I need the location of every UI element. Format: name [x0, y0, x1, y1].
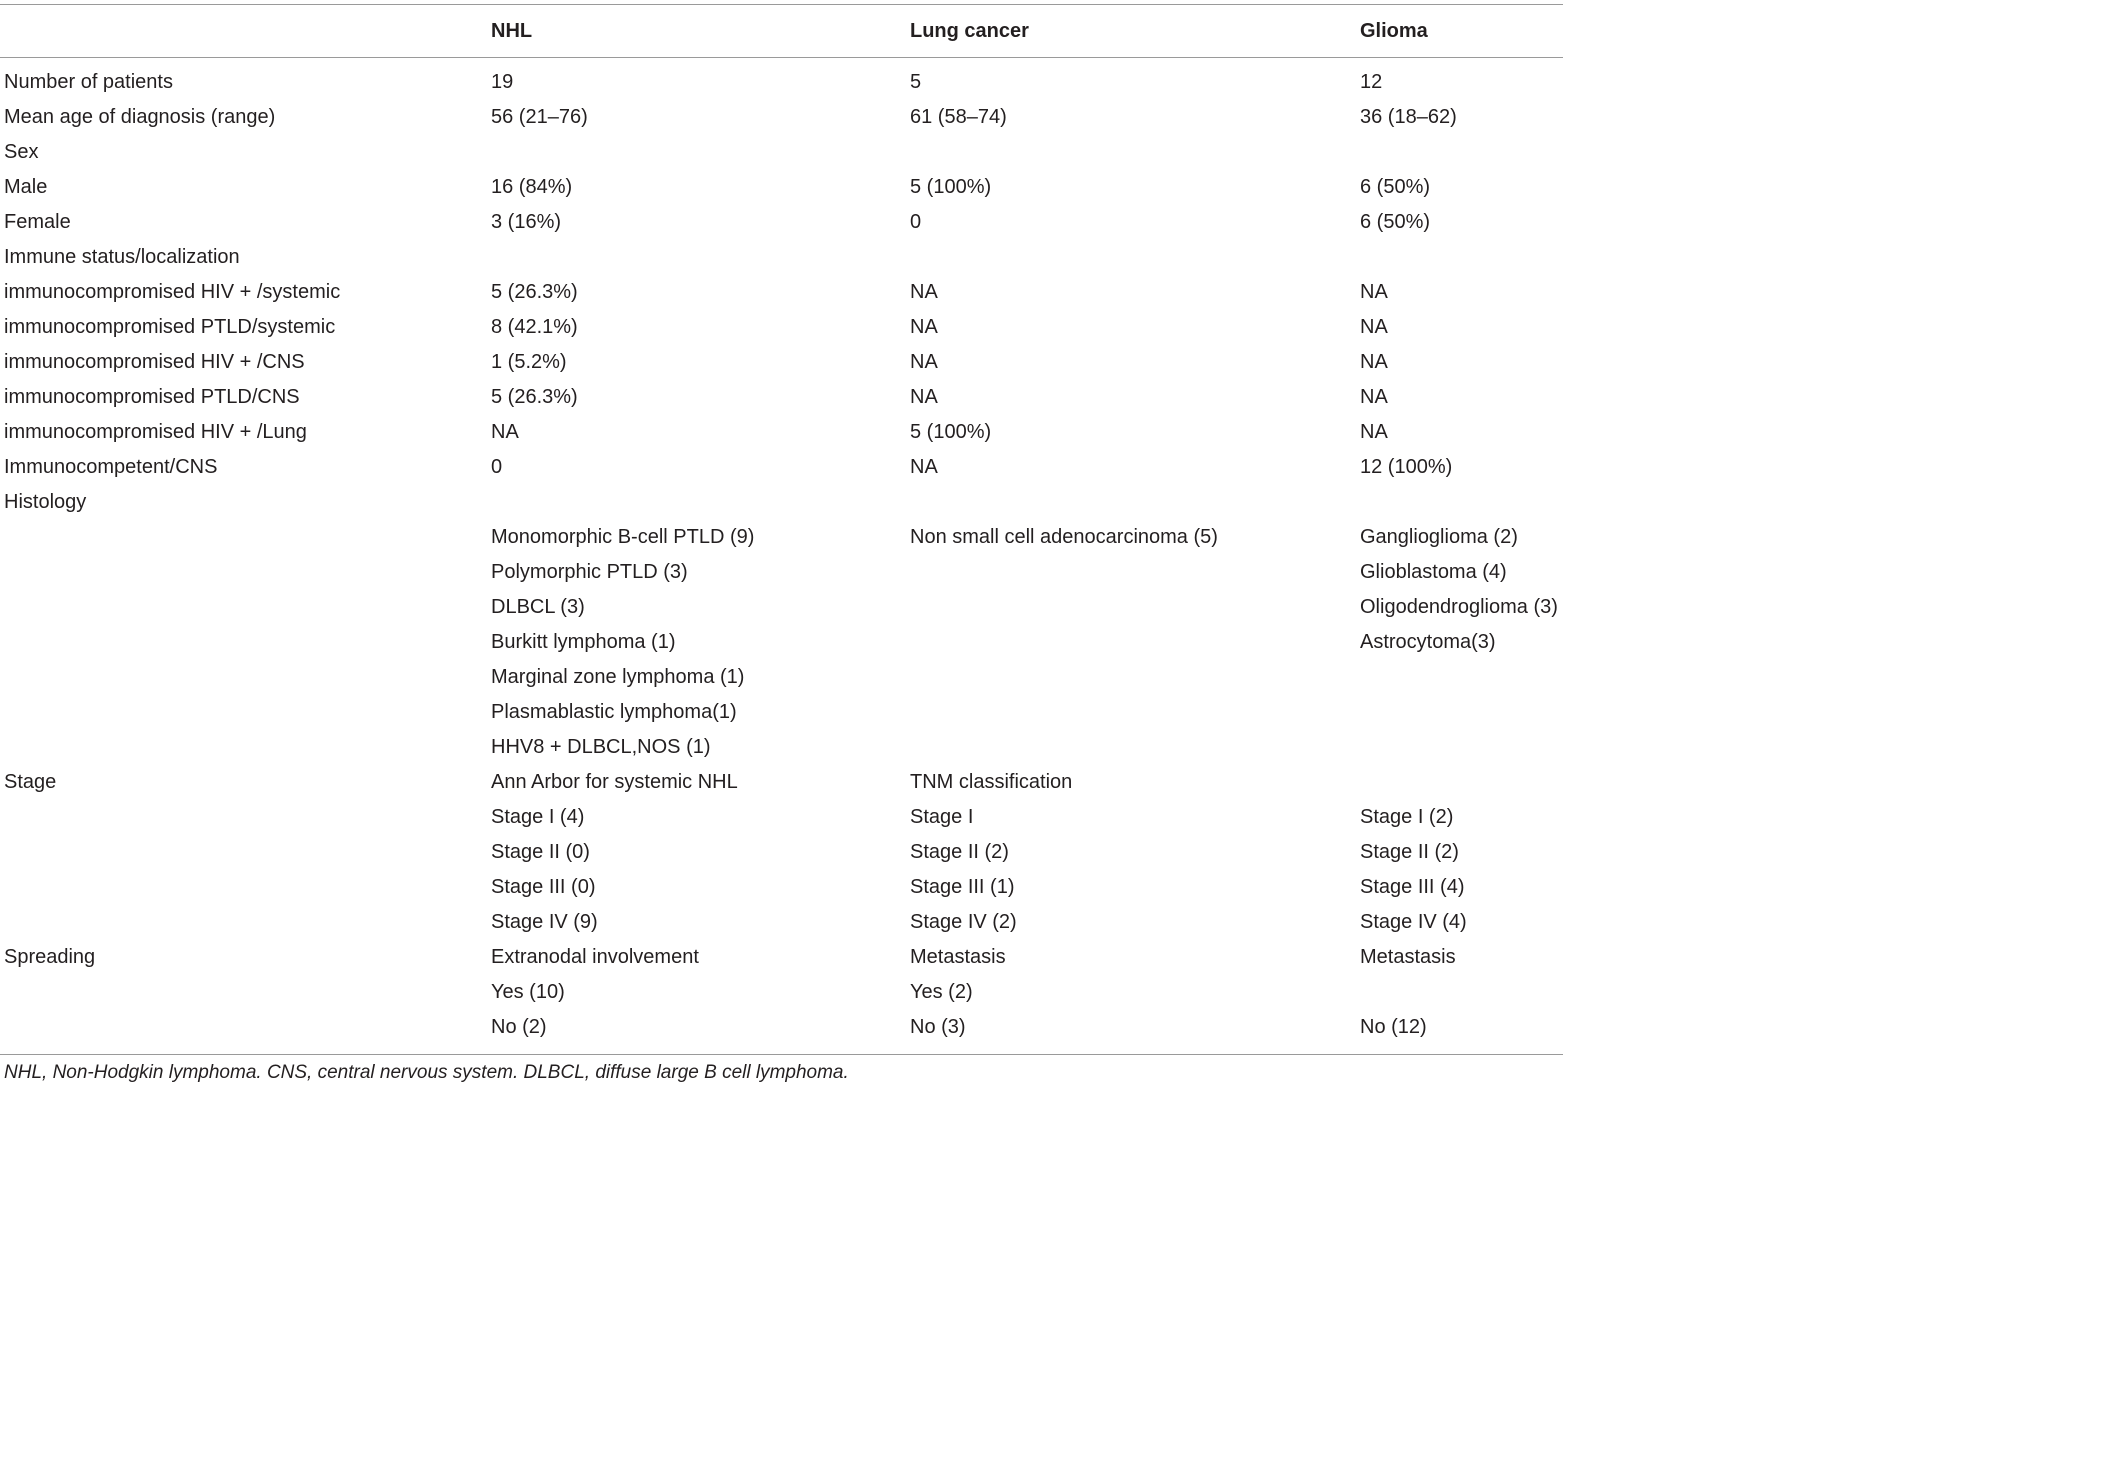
row-label [0, 660, 487, 695]
cell-nhl: 1 (5.2%) [491, 351, 567, 373]
patient-characteristics-table [0, 12, 1563, 1045]
cell-lung-cancer: 61 (58–74) [910, 106, 1007, 128]
cell-glioma [1356, 730, 1563, 765]
subheading-glioma: Metastasis [1360, 946, 1456, 968]
cell-nhl: 16 (84%) [491, 176, 573, 198]
row-label [0, 625, 487, 660]
cell-nhl [487, 135, 906, 170]
cell-nhl [487, 240, 906, 275]
cell-lung-cancer: NA [910, 456, 938, 478]
cell-lung-cancer: NA [910, 281, 938, 303]
section-heading: Sex [4, 141, 39, 163]
cell-glioma [1356, 660, 1563, 695]
section-heading: Immune status/localization [4, 246, 240, 268]
cell-nhl: NA [491, 421, 519, 443]
table-row [0, 415, 1563, 450]
header-row-label [0, 12, 487, 50]
header-glioma: Glioma [1360, 19, 1428, 42]
table-row [0, 170, 1563, 205]
cell-glioma: 6 (50%) [1360, 176, 1431, 198]
cell-glioma: No (12) [1360, 1016, 1427, 1038]
cell-lung-cancer [906, 135, 1356, 170]
table-top-rule [0, 4, 1563, 5]
cell-nhl: HHV8 + DLBCL,NOS (1) [491, 736, 711, 758]
cell-lung-cancer: NA [910, 316, 938, 338]
header-lung-cancer: Lung cancer [910, 19, 1029, 42]
cell-lung-cancer [906, 625, 1356, 660]
table-row [0, 730, 1563, 765]
cell-lung-cancer: Yes (2) [910, 981, 973, 1003]
cell-nhl: Polymorphic PTLD (3) [491, 561, 688, 583]
cell-lung-cancer: 0 [910, 211, 922, 233]
cell-glioma: Stage IV (4) [1360, 911, 1467, 933]
table-row [0, 625, 1563, 660]
row-label: Female [4, 211, 71, 233]
cell-lung-cancer: 5 [910, 71, 922, 93]
cell-nhl: Yes (10) [491, 981, 565, 1003]
cell-nhl: Stage III (0) [491, 876, 596, 898]
section-row-sex [0, 135, 1563, 170]
row-label [0, 555, 487, 590]
row-label: immunocompromised PTLD/systemic [4, 316, 336, 338]
table-row [0, 520, 1563, 555]
table-row [0, 590, 1563, 625]
table-row [0, 275, 1563, 310]
section-row-stage [0, 765, 1563, 800]
table-row [0, 975, 1563, 1010]
table-row [0, 310, 1563, 345]
row-label [0, 590, 487, 625]
table-row [0, 450, 1563, 485]
cell-lung-cancer: Stage I [910, 806, 974, 828]
subheading-lung-cancer: Metastasis [910, 946, 1006, 968]
subheading-lung-cancer: TNM classification [910, 771, 1073, 793]
row-label: Number of patients [4, 71, 173, 93]
cell-glioma: 36 (18–62) [1360, 106, 1457, 128]
table-row [0, 870, 1563, 905]
cell-lung-cancer: Stage II (2) [910, 841, 1009, 863]
table-row [0, 380, 1563, 415]
cell-glioma [1356, 975, 1563, 1010]
cell-lung-cancer: Stage IV (2) [910, 911, 1017, 933]
cell-nhl: Plasmablastic lymphoma(1) [491, 701, 737, 723]
table-row [0, 555, 1563, 590]
cell-nhl: No (2) [491, 1016, 547, 1038]
cell-glioma [1356, 240, 1563, 275]
subheading-glioma [1356, 765, 1563, 800]
cell-nhl: 56 (21–76) [491, 106, 588, 128]
cell-glioma [1356, 485, 1563, 520]
table-row [0, 800, 1563, 835]
cell-glioma: Stage I (2) [1360, 806, 1454, 828]
cell-glioma: NA [1360, 316, 1388, 338]
section-heading: Histology [4, 491, 87, 513]
cell-lung-cancer: NA [910, 386, 938, 408]
subheading-nhl: Ann Arbor for systemic NHL [491, 771, 738, 793]
row-label: immunocompromised HIV + /Lung [4, 421, 307, 443]
row-label: Male [4, 176, 48, 198]
cell-glioma [1356, 695, 1563, 730]
table-row [0, 660, 1563, 695]
cell-nhl: Stage IV (9) [491, 911, 598, 933]
cell-lung-cancer [906, 730, 1356, 765]
cell-nhl: 5 (26.3%) [491, 386, 578, 408]
cell-lung-cancer [906, 660, 1356, 695]
row-label [0, 520, 487, 555]
cell-lung-cancer [906, 240, 1356, 275]
cell-nhl: 8 (42.1%) [491, 316, 578, 338]
cell-nhl [487, 485, 906, 520]
row-label: Mean age of diagnosis (range) [4, 106, 276, 128]
table-row [0, 695, 1563, 730]
row-label [0, 870, 487, 905]
cell-nhl: 19 [491, 71, 514, 93]
cell-glioma: 12 [1360, 71, 1383, 93]
cell-lung-cancer [906, 485, 1356, 520]
cell-glioma: Glioblastoma (4) [1360, 561, 1507, 583]
table-row [0, 345, 1563, 380]
section-row-immune-status [0, 240, 1563, 275]
row-label [0, 905, 487, 940]
cell-nhl: DLBCL (3) [491, 596, 585, 618]
row-label: immunocompromised HIV + /CNS [4, 351, 305, 373]
row-label: immunocompromised PTLD/CNS [4, 386, 300, 408]
cell-lung-cancer: No (3) [910, 1016, 966, 1038]
table-row [0, 1010, 1563, 1045]
cell-nhl: Monomorphic B-cell PTLD (9) [491, 526, 755, 548]
table-row [0, 835, 1563, 870]
row-label [0, 975, 487, 1010]
table-footnote: NHL, Non-Hodgkin lymphoma. CNS, central nervous system. DLBCL, diffuse large B cell lymphoma. [4, 1062, 849, 1083]
cell-glioma: Stage II (2) [1360, 841, 1459, 863]
section-heading: Stage [4, 771, 57, 793]
cell-lung-cancer [906, 695, 1356, 730]
cell-glioma: Stage III (4) [1360, 876, 1465, 898]
row-label: Immunocompetent/CNS [4, 456, 218, 478]
table-row [0, 100, 1563, 135]
cell-nhl: Marginal zone lymphoma (1) [491, 666, 745, 688]
cell-nhl: Stage II (0) [491, 841, 590, 863]
row-label [0, 695, 487, 730]
cell-glioma: NA [1360, 421, 1388, 443]
row-label [0, 800, 487, 835]
cell-glioma [1356, 135, 1563, 170]
cell-lung-cancer: 5 (100%) [910, 421, 992, 443]
cell-glioma: Astrocytoma(3) [1360, 631, 1496, 653]
row-label [0, 1010, 487, 1045]
cell-nhl: Burkitt lymphoma (1) [491, 631, 676, 653]
subheading-nhl: Extranodal involvement [491, 946, 699, 968]
cell-lung-cancer: Stage III (1) [910, 876, 1015, 898]
cell-nhl: 0 [491, 456, 503, 478]
cell-glioma: 12 (100%) [1360, 456, 1453, 478]
table-header-row [0, 12, 1563, 50]
section-heading: Spreading [4, 946, 96, 968]
cell-nhl: Stage I (4) [491, 806, 585, 828]
cell-nhl: 5 (26.3%) [491, 281, 578, 303]
cell-lung-cancer: Non small cell adenocarcinoma (5) [910, 526, 1218, 548]
cell-lung-cancer: NA [910, 351, 938, 373]
cell-glioma: NA [1360, 386, 1388, 408]
cell-glioma: 6 (50%) [1360, 211, 1431, 233]
table-bottom-rule [0, 1054, 1563, 1055]
table-row [0, 65, 1563, 100]
table-row [0, 205, 1563, 240]
row-label: immunocompromised HIV + /systemic [4, 281, 341, 303]
cell-glioma: Oligodendroglioma (3) [1360, 596, 1558, 618]
section-row-histology [0, 485, 1563, 520]
cell-lung-cancer [906, 555, 1356, 590]
section-row-spreading [0, 940, 1563, 975]
header-nhl: NHL [491, 19, 533, 42]
cell-glioma: NA [1360, 351, 1388, 373]
cell-glioma: NA [1360, 281, 1388, 303]
row-label [0, 835, 487, 870]
cell-nhl: 3 (16%) [491, 211, 562, 233]
cell-lung-cancer: 5 (100%) [910, 176, 992, 198]
row-label [0, 730, 487, 765]
table-row [0, 905, 1563, 940]
cell-glioma: Ganglioglioma (2) [1360, 526, 1518, 548]
cell-lung-cancer [906, 590, 1356, 625]
